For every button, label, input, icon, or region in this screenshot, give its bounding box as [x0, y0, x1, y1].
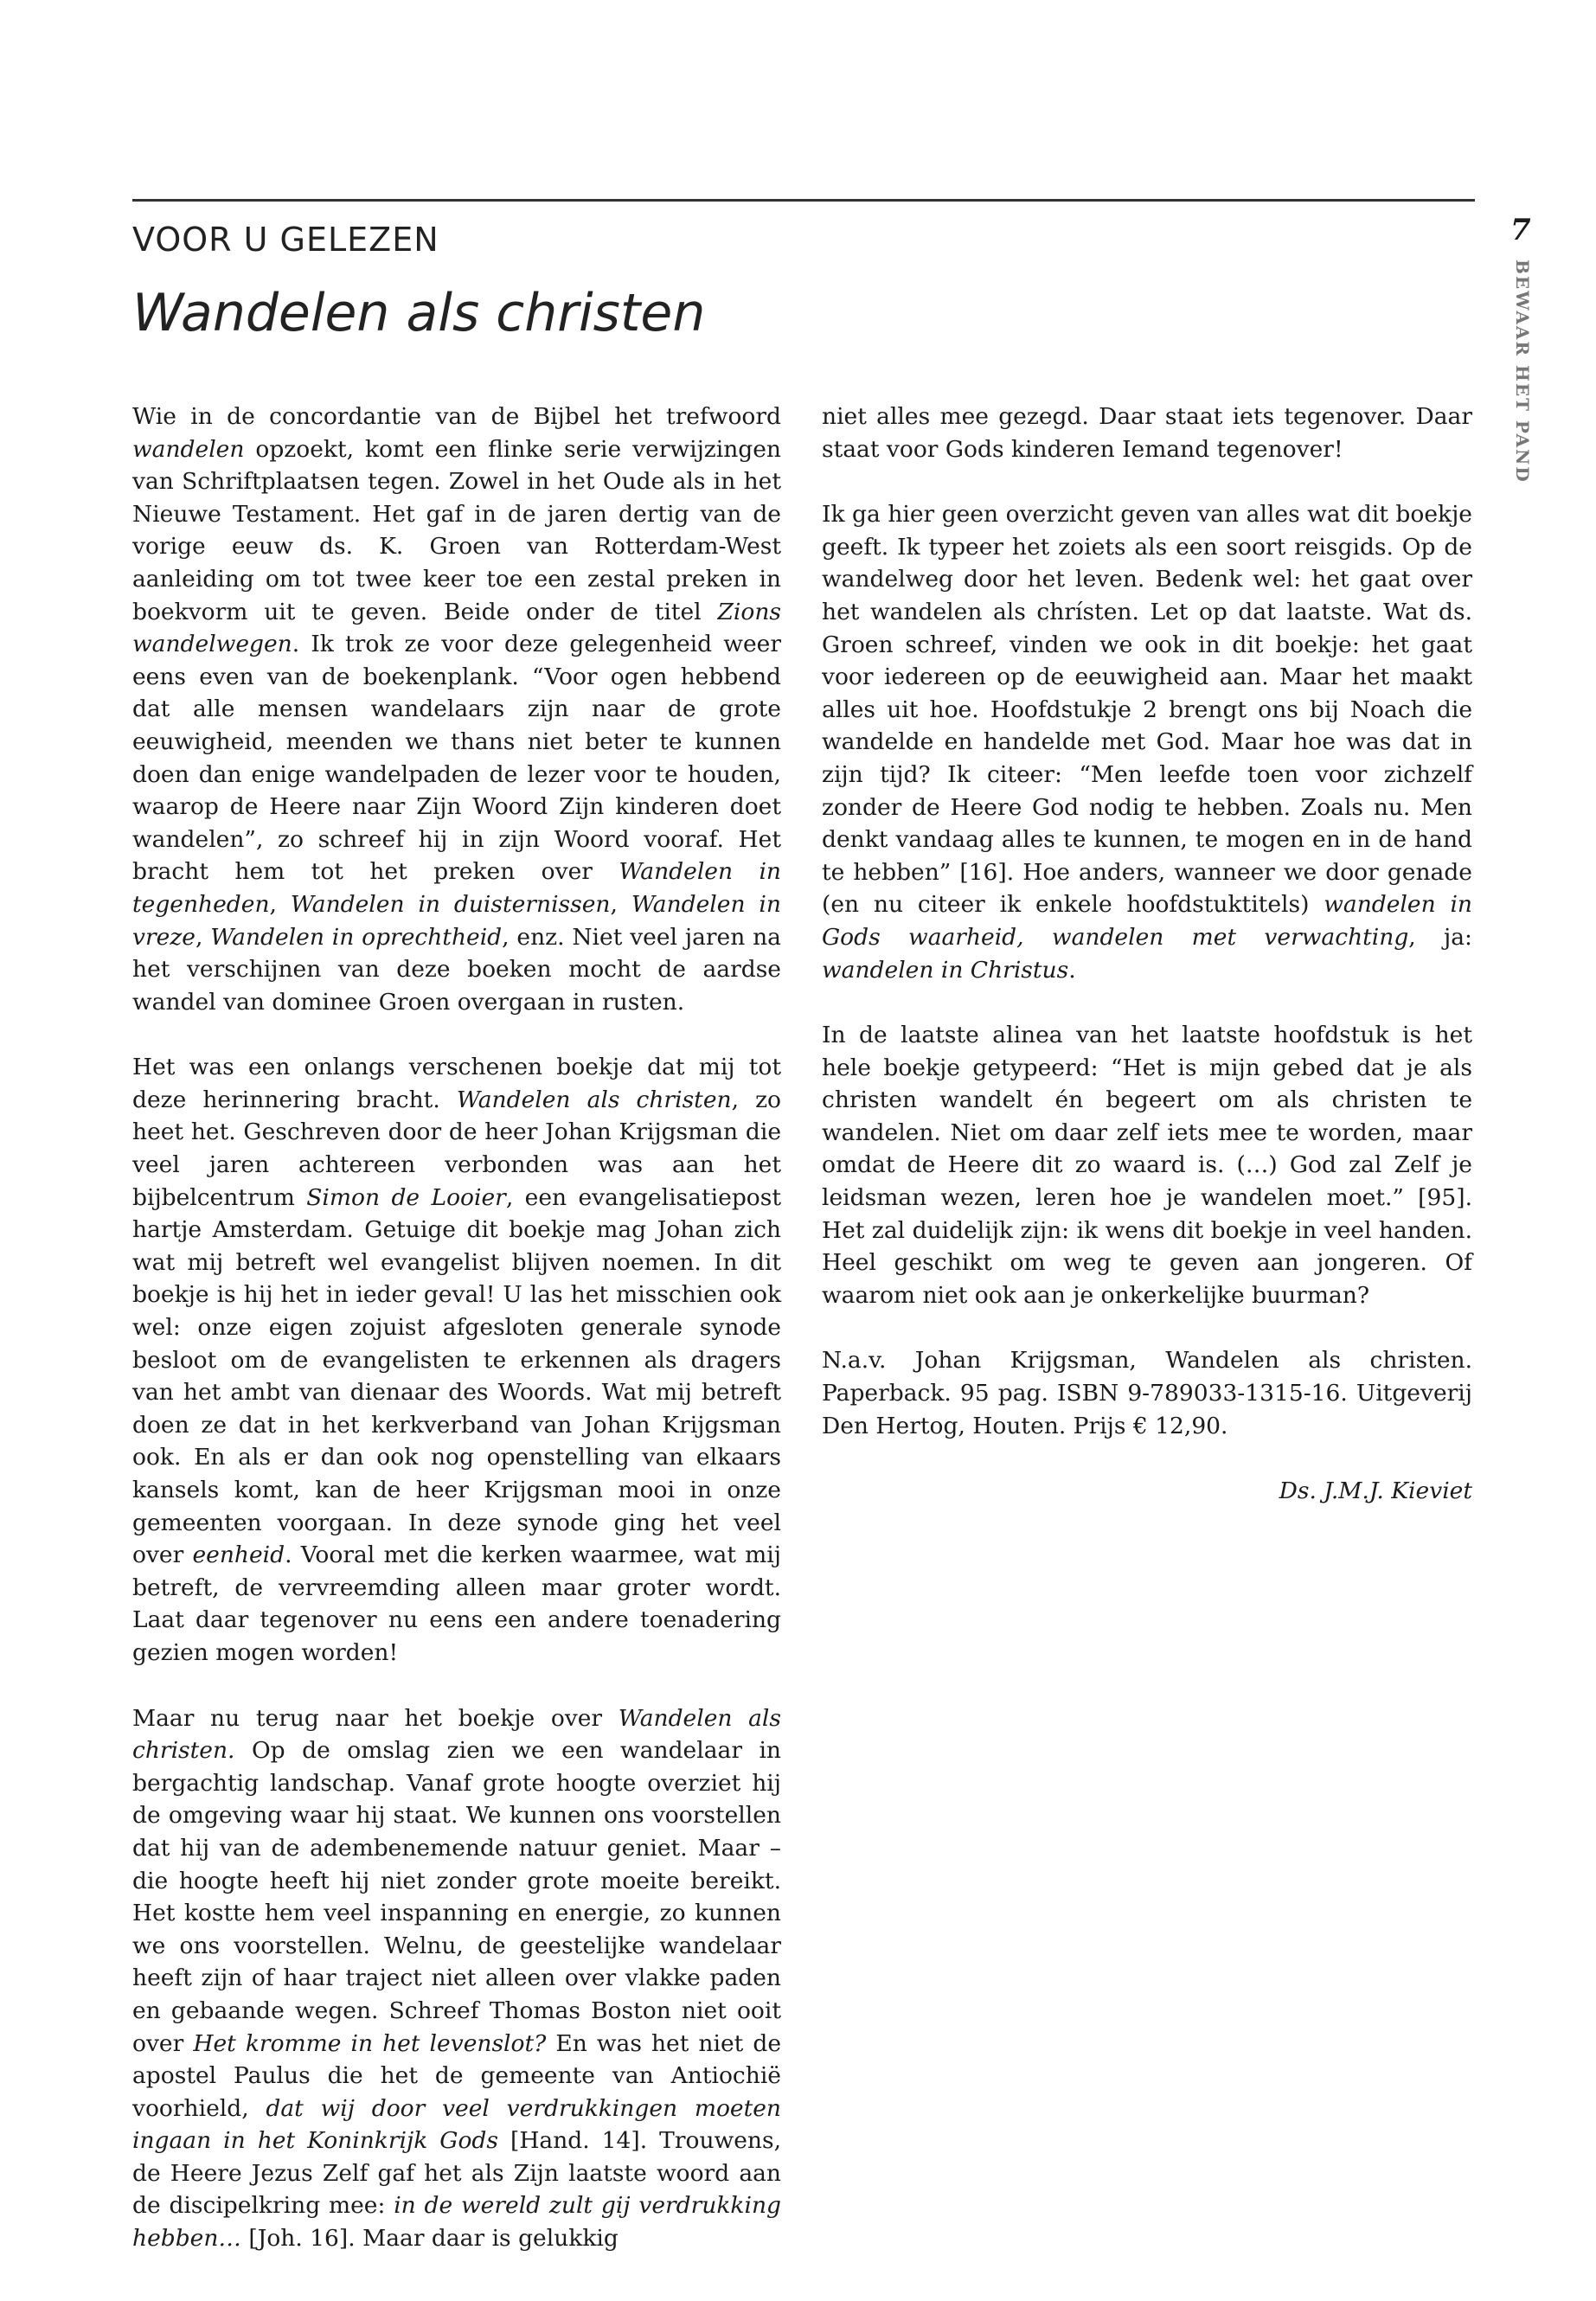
- section-heading: VOOR U GELEZEN: [132, 221, 439, 259]
- text-run: Maar nu terug naar het boekje over: [132, 1704, 619, 1732]
- header-rule: [132, 199, 1475, 202]
- text-run-italic: eenheid: [192, 1541, 285, 1569]
- author-signature: Ds. J.M.J. Kieviet: [1279, 1477, 1472, 1505]
- text-run: Wie in de concordantie van de Bijbel het trefwoord: [132, 403, 781, 430]
- text-run: . Ik trok ze voor deze gelegenheid weer eens even van de boekenplank. “Voor ogen hebbend dat alle mensen wandelaars zijn naar de grote eeuwigheid, meenden we thans niet beter te kunnen doen dan enige wandelpaden de lezer voor te houden, waarop de Heere naar Zijn Woord Zijn kinderen doet wandelen”, zo schreef hij in zijn Woord vooraf. Het bracht hem tot het preken over: [132, 631, 781, 886]
- text-run-italic: Simon de Looier: [306, 1183, 506, 1211]
- text-run-italic: Het kromme in het levenslot?: [193, 2029, 547, 2057]
- text-run: ,: [610, 890, 631, 918]
- text-run: ,: [269, 890, 291, 918]
- text-run: , zo heet het. Geschreven door de heer Johan Krijgsman die veel jaren achtereen verbonden was aan het bijbelcentrum: [132, 1086, 782, 1211]
- text-run: , een evangelisatiepost hartje Amsterdam. Getuige dit boekje mag Johan zich wat mij betreft wel evangelist blijven noemen. In dit boekje is hij het in ieder geval! U las het misschien ook wel: onze eigen zojuist afgesloten generale synode besloot om de evangelisten te erkennen als dragers van het ambt van dienaar des Woords. Wat mij betreft doen ze dat in het kerkverband van Johan Krijgsman ook. En als er dan ook nog openstelling van elkaars kansels komt, kan de heer Krijgsman mooi in onze gemeenten voorgaan. In deze synode ging het veel over: [132, 1183, 781, 1569]
- text-run-italic: Wandelen als christen.: [132, 1704, 781, 1765]
- left-paragraph-3: [132, 1702, 781, 2255]
- text-run: [Hand. 14]. Trouwens, de Heere Jezus Zelf gaf het als Zijn laatste woord aan de discipelkring mee:: [132, 2127, 781, 2220]
- text-run-italic: Wandelen als christen: [456, 1086, 732, 1113]
- left-paragraph-1: [132, 401, 781, 1018]
- text-run: .: [1068, 956, 1076, 984]
- right-column: [822, 401, 1472, 1508]
- text-run-italic: wandelen in Gods waarheid, wandelen met verwachting: [822, 891, 1473, 951]
- text-run: , ja:: [1408, 923, 1472, 951]
- left-paragraph-2: [132, 1051, 781, 1669]
- right-paragraph-2: [822, 498, 1472, 986]
- text-run: , enz. Niet veel jaren na het verschijnen van deze boeken mocht de aardse wandel van dominee Groen overgaan in rusten.: [132, 923, 781, 1016]
- left-column: [132, 401, 781, 2255]
- text-run: ,: [195, 923, 211, 951]
- page-number: 7: [1510, 213, 1531, 247]
- text-run: opzoekt, komt een flinke serie verwijzingen van Schriftplaatsen tegen. Zowel in het Oude als in het Nieuwe Testament. Het gaf in de jaren dertig van de vorige eeuw ds. K. Groen van Rotterdam-West aanleiding om tot twee keer toe een zestal preken in boekvorm uit te geven. Beide onder de titel: [132, 435, 781, 625]
- text-run: . Vooral met die kerken waarmee, wat mij betreft, de vervreemding alleen maar groter wordt. Laat daar tegenover nu eens een andere toenadering gezien mogen worden!: [132, 1541, 781, 1666]
- text-run-italic: in de wereld zult gij verdrukking hebben…: [132, 2192, 781, 2253]
- text-run-italic: Wandelen in tegenheden: [132, 858, 781, 918]
- text-run-italic: Wandelen in vreze: [132, 890, 781, 951]
- text-run-italic: Zions wandelwegen: [132, 598, 781, 658]
- text-run-italic: wandelen in Christus: [822, 956, 1069, 984]
- text-run-italic: Wandelen in duisternissen: [290, 890, 611, 918]
- text-run: [Joh. 16]. Maar daar is gelukkig: [240, 2225, 619, 2253]
- text-run: Op de omslag zien we een wandelaar in bergachtig landschap. Vanaf grote hoogte overziet hij de omgeving waar hij staat. We kunnen ons voorstellen dat hij van de adembenemende natuur geniet. Maar – die hoogte heeft hij niet zonder grote moeite bereikt. Het kostte hem veel inspanning en energie, zo kunnen we ons voorstellen. Welnu, de geestelijke wandelaar heeft zijn of haar traject niet alleen over vlakke paden en gebaande wegen. Schreef Thomas Boston niet ooit over: [132, 1737, 781, 2057]
- right-paragraph-1: niet alles mee gezegd. Daar staat iets tegenover. Daar staat voor Gods kinderen Iemand tegenover!: [822, 403, 1472, 463]
- right-paragraph-3: In de laatste alinea van het laatste hoofdstuk is het hele boekje getypeerd: “Het is mijn gebed dat je als christen wandelt én begeert om als christen te wandelen. Niet om daar zelf iets mee te worden, maar omdat de Heere dit zo waard is. (…) God zal Zelf je leidsman wezen, leren hoe je wandelen moet.” [95]. Het zal duidelijk zijn: ik wens dit boekje in veel handen. Heel geschikt om weg te geven aan jongeren. Of waarom niet ook aan je onkerkelijke buurman?: [822, 1022, 1472, 1309]
- magazine-sidebar-label: BEWAAR HET PAND: [1512, 260, 1533, 484]
- text-run: Ik ga hier geen overzicht geven van alles wat dit boekje geeft. Ik typeer het zoiets als een soort reisgids. Op de wandelweg door het leven. Bedenk wel: het gaat over het wandelen als chrísten. Let op dat laatste. Wat ds. Groen schreef, vinden we ook in dit boekje: het gaat voor iedereen op de eeuwigheid aan. Maar het maakt alles uit hoe. Hoofdstukje 2 brengt ons bij Noach die wandelde en handelde met God. Maar hoe was dat in zijn tijd? Ik citeer: “Men leefde toen voor zichzelf zonder de Heere God nodig te hebben. Zoals nu. Men denkt vandaag alles te kunnen, te mogen en in de hand te hebben” [16]. Hoe anders, wanneer we door genade (en nu citeer ik enkele hoofdstuktitels): [822, 501, 1472, 919]
- text-run-italic: wandelen: [132, 435, 245, 463]
- text-run-italic: Wandelen in oprechtheid: [210, 923, 503, 951]
- text-run-italic: dat wij door veel verdrukkingen moeten ingaan in het Koninkrijk Gods: [132, 2094, 782, 2155]
- text-run: En was het niet de apostel Paulus die het de gemeente van Antiochië voorhield,: [132, 2029, 782, 2122]
- text-run: Het was een onlangs verschenen boekje dat mij tot deze herinnering bracht.: [132, 1054, 781, 1113]
- book-reference: N.a.v. Johan Krijgsman, Wandelen als christen. Paperback. 95 pag. ISBN 9-789033-1315-16. Uitgeverij Den Hertog, Houten. Prijs € 12,90.: [822, 1347, 1472, 1439]
- article-title: Wandelen als christen: [132, 283, 706, 343]
